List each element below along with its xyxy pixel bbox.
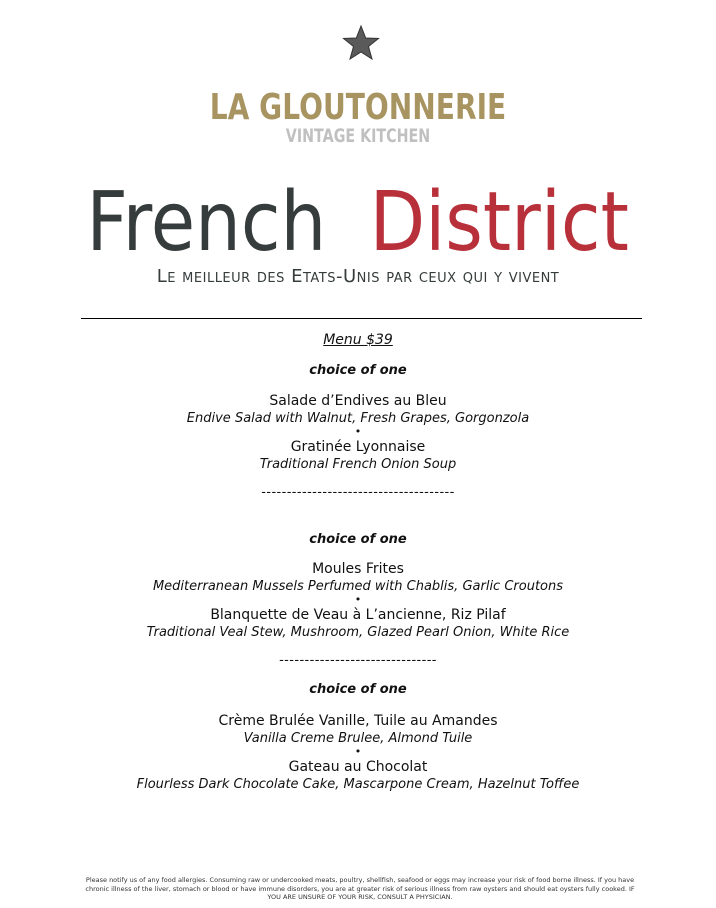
bullet-separator: • [354,593,362,606]
tagline: Le meilleur des Etats-Unis par ceux qui y vivent [156,266,560,287]
dish-english: Vanilla Creme Brulee, Almond Tuile [243,731,473,746]
title-word-district: District [369,175,629,270]
allergy-disclaimer: Please notify us of any food allergies. Consuming raw or undercooked meats, poultry, shellfish, seafood or eggs may increase your risk of food borne illness. If you have chronic illness of the liver, stomach or blood or have immune disorders, you are at greater risk of serious illness from raw oysters and should eat oysters fully cooked. IF YOU ARE UNSURE OF YOUR RISK, CONSULT A PHYSICIAN. [85,876,635,901]
menu-title: Menu $39 [323,332,393,348]
course-separator: -------------------------------------- [261,485,455,500]
course-3-choice-label: choice of one [309,682,407,697]
divider-line [81,318,642,319]
dish-english: Traditional French Onion Soup [259,457,457,472]
star-icon [341,24,381,62]
dish-french: Salade d’Endives au Bleu [269,393,447,409]
dish-french: Gateau au Chocolat [288,759,428,775]
dish-french: Blanquette de Veau à L’ancienne, Riz Pilaf [210,607,506,623]
course-separator: ------------------------------- [279,653,437,668]
dish-english: Flourless Dark Chocolate Cake, Mascarpone Cream, Hazelnut Toffee [136,777,580,792]
title-word-french: French [86,175,327,270]
dish-french: Moules Frites [312,561,404,577]
bullet-separator: • [354,425,362,438]
dish-english: Endive Salad with Walnut, Fresh Grapes, Gorgonzola [186,411,530,426]
dish-french: Gratinée Lyonnaise [290,439,426,455]
brand-logo [0,88,716,146]
course-2-choice-label: choice of one [309,532,407,547]
dish-french: Crème Brulée Vanille, Tuile au Amandes [218,713,498,729]
brand-subtitle: VINTAGE KITCHEN [285,125,431,147]
course-1-choice-label: choice of one [309,363,407,378]
dish-english: Mediterranean Mussels Perfumed with Chablis, Garlic Croutons [152,579,564,594]
bullet-separator: • [354,745,362,758]
menu [0,330,716,793]
brand-name: LA GLOUTONNERIE [209,87,507,128]
dish-english: Traditional Veal Stew, Mushroom, Glazed Pearl Onion, White Rice [146,625,570,640]
